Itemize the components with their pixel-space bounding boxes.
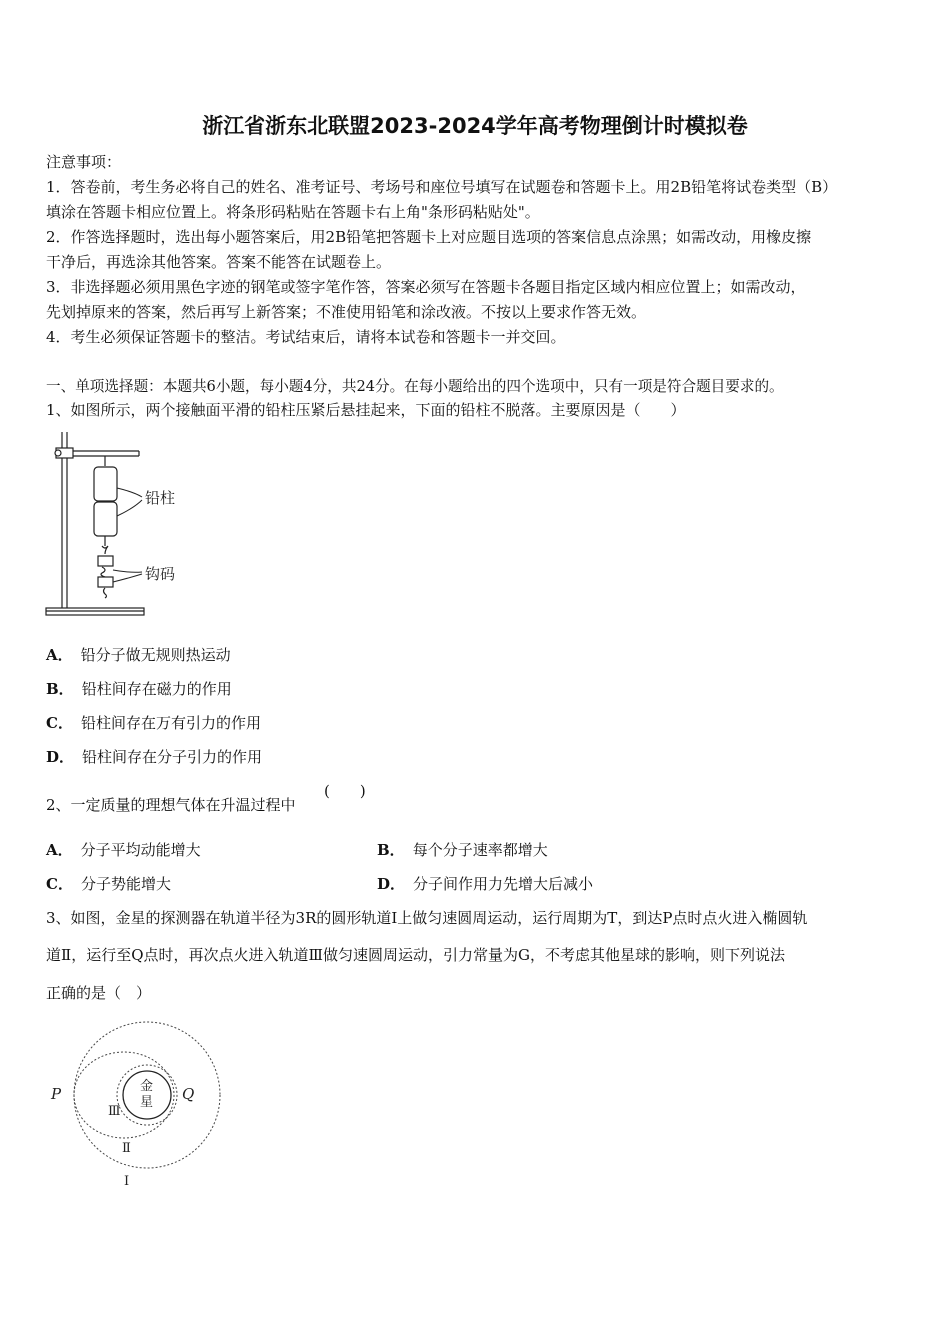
lead-label: 铅柱 (145, 489, 176, 507)
label-leaders (113, 488, 142, 582)
option-letter: B． (377, 841, 405, 859)
hook-weights (98, 556, 113, 598)
option-a (46, 840, 201, 860)
option-text: 分子势能增大 (80, 875, 171, 893)
option-letter: C． (46, 875, 73, 893)
option-b (46, 679, 232, 699)
notice-line: 先划掉原来的答案，然后再写上新答案；不准使用铅笔和涂改液。不按以上要求作答无效。 (46, 303, 647, 321)
point-q-label: Q (182, 1085, 195, 1103)
notice-line: 干净后，再选涂其他答案。答案不能答在试题卷上。 (46, 253, 392, 271)
option-letter: C． (46, 714, 73, 732)
option-text: 铅柱间存在分子引力的作用 (82, 748, 263, 766)
notice-heading: 注意事项： (46, 153, 122, 171)
page-title: 浙江省浙东北联盟2023-2024学年高考物理倒计时模拟卷 (202, 114, 748, 138)
option-d (377, 874, 593, 894)
option-a (46, 645, 231, 665)
planet-label: 星 (140, 1095, 154, 1110)
option-letter: D． (377, 875, 406, 893)
lead-cylinders (94, 467, 117, 554)
section-heading: 一、单项选择题：本题共6小题，每小题4分，共24分。在每小题给出的四个选项中，只有一项是符合题目要求的。 (46, 378, 784, 395)
option-text: 分子平均动能增大 (80, 841, 201, 859)
notice-line: 填涂在答题卡相应位置上。将条形码粘贴在答题卡右上角"条形码粘贴处"。 (46, 203, 540, 221)
notice-line: 2．作答选择题时，选出每小题答案后，用2B铅笔把答题卡上对应题目选项的答案信息点涂黑；如需改动，用橡皮擦 (46, 228, 812, 246)
option-text: 铅柱间存在万有引力的作用 (80, 714, 261, 732)
orbit-figure (44, 1015, 234, 1195)
option-text: 每个分子速率都增大 (412, 841, 548, 859)
option-d (46, 747, 262, 767)
option-letter: A． (46, 646, 73, 664)
notice-line: 1．答卷前，考生务必将自己的姓名、准考证号、考场号和座位号填写在试题卷和答题卡上。用2B铅笔将试卷类型（B） (46, 178, 838, 196)
answer-bracket: ( ) (324, 782, 366, 800)
option-c (46, 874, 171, 894)
point-p-label: P (51, 1085, 62, 1103)
option-text: 铅分子做无规则热运动 (80, 646, 231, 664)
orbit-1-label: Ⅰ (124, 1174, 130, 1189)
orbit-2-label: Ⅱ (122, 1141, 131, 1156)
option-letter: A． (46, 841, 73, 859)
question-1-stem: 1、如图所示，两个接触面平滑的铅柱压紧后悬挂起来，下面的铅柱不脱落。主要原因是（ ） (46, 401, 686, 419)
lead-cylinder-figure (44, 430, 194, 620)
orbit-3-label: Ⅲ (108, 1104, 121, 1119)
question-3-stem: 3、如图，金星的探测器在轨道半径为3R的圆形轨道Ⅰ上做匀速圆周运动，运行周期为T，到达P点时点火进入椭圆轨 (46, 909, 808, 927)
question-3-stem: 道Ⅱ，运行至Q点时，再次点火进入轨道Ⅲ做匀速圆周运动，引力常量为G，不考虑其他星球的影响，则下列说法 (46, 946, 785, 964)
notice-line: 3．非选择题必须用黑色字迹的钢笔或签字笔作答，答案必须写在答题卡各题目指定区域内相应位置上；如需改动， (46, 278, 806, 296)
option-text: 铅柱间存在磁力的作用 (81, 680, 232, 698)
option-letter: D． (46, 748, 75, 766)
planet-label: 金 (140, 1079, 154, 1094)
option-b (377, 840, 548, 860)
option-text: 分子间作用力先增大后减小 (413, 875, 594, 893)
option-letter: B． (46, 680, 74, 698)
weight-label: 钩码 (145, 565, 176, 583)
question-3-stem: 正确的是（ ） (46, 984, 152, 1002)
notice-line: 4．考生必须保证答题卡的整洁。考试结束后，请将本试卷和答题卡一并交回。 (46, 328, 566, 346)
question-2-stem: 2、一定质量的理想气体在升温过程中 (46, 796, 296, 814)
option-c (46, 713, 261, 733)
